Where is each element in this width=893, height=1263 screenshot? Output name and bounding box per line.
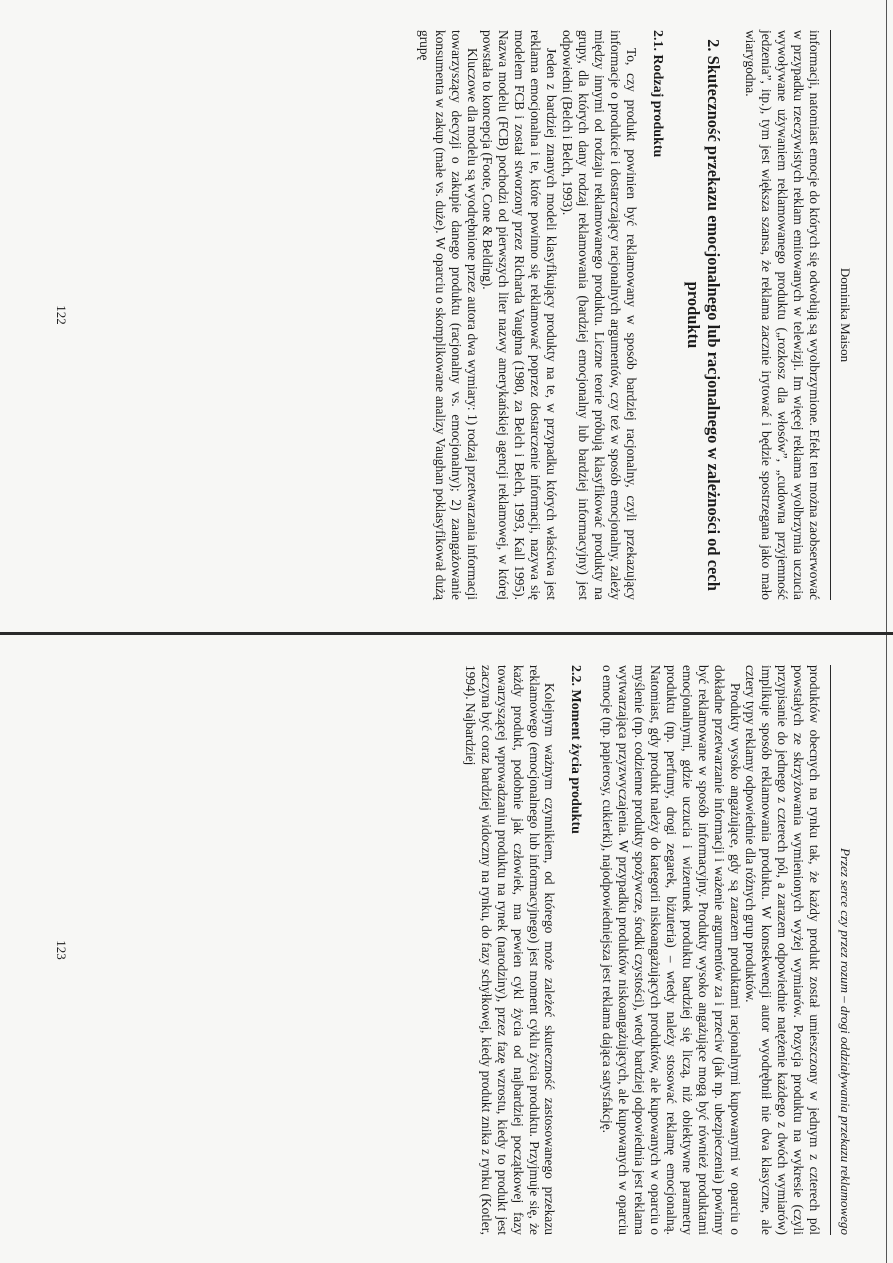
page-left [53, 20, 853, 610]
paragraph-model-fcb: Jeden z bardziej znanych modeli klasyfikujący produkty na te, w przypadku których właściwa jest reklama emocjonalna i te, które powinno się reklamować poprzez dostarczenie informacji, nazywa się modelem FCB i został stworzony przez Richarda Vaughna (1980, za Belch i Belch, 1993, Kall 1995). Nazwa modelu (FCB) pochodzi od pierwszych liter nazwy amerykańskiej agencji reklamowej, w której powstała to koncepcja (Foote, Cone & Belding). [480, 30, 560, 600]
paragraph-intro-left: informacji, natomiast emocje do których się odwołują są wyolbrzymione. Efekt ten można zaobserwować w przypadku rzeczywistych reklam emitowanych w telewizji. Im więcej reklama wyolbrzymia uczucia wywoływane używaniem reklamowanego produktu („rozkosz dla włosów”, „cudowna przyjemność jedzenia”, itp.), tym jest większa szansa, że reklama zacznie irytować i będzie spostrzegana jako mało wiarygodna. [743, 30, 823, 600]
paragraph-cykl-zycia: Kolejnym ważnym czynnikiem, od którego może zależeć skuteczność zastosowanego przekazu reklamowego (emocjonalnego lub informacyjnego) jest moment cyklu życia produktu. Przyjmuje się, że każdy produkt, podobnie jak człowiek, ma pewien cykl życia od najbardziej początkowej fazy towarzyszącej wprowadzaniu produktu na rynek (narodziny), przez fazę wzrostu, kiedy to produkt jest zaczyna być coraz bardziej widoczny na rynku, do fazy schyłkowej, kiedy produkt znika z rynku (Kotler, 1994). Najbardziej [462, 665, 558, 1235]
paragraph-rodzaj-produktu: To, czy produkt powinien być reklamowany w sposób bardziej racjonalny, czyli przekazujący informacje o produkcie i dostarczający racjonalnych argumentów, czy też w sposób emocjonalny, zależy między innymi od rodzaju reklamowanego produktu. Liczne teorie próbują klasyfikować produkty na grupy, dla których dany rodzaj reklamowania (bardziej emocjonalny lub bardziej informacyjny) jest odpowiedni (Belch i Belch, 1993). [560, 30, 639, 600]
page-number-left: 122 [53, 305, 69, 325]
paragraph-produkty-angazujace: Produkty wysoko angażujące, gdy są zarazem produktami racjonalnymi kupowanymi w oparciu o dokładne przetwarzanie informacji i ważenie argumentów za i przeciw (jak np. ubezpieczenia) powinny być reklamowane w sposób informacyjny. Produkty wysoko angażujące mogą być również produktami emocjonalnymi, gdzie uczucia i wizerunek produktu bardziej się liczą, niż obiektywne parametry produktu (np. perfumy, drogi zegarek, biżuteria) – wtedy należy stosować reklamę emocjonalną. Natomiast, gdy produkt należy do kategorii niskoangażujących produktów, ale kupowanych w oparciu o myślenie (np. codzienne produkty spożywcze, środki czystości), wtedy bardziej odpowiednia jest reklama wytwarzająca przyzwyczajenia. W przypadku produktów niskoangażujących, ale kupowanych w oparciu o emocje (np. papierosy, cukierki), najodpowiedniejsza jest reklama dająca satysfakcję. [600, 665, 743, 1235]
paragraph-kluczowe-wymiary: Kluczowe dla modelu są wyodrębnione przez autora dwa wymiary: 1) rodzaj przetwarzania informacji towarzyszący decyzji o zakupie danego produktu (racjonalny vs. emocjonalny); 2) zaangażowanie konsumenta w zakup (małe vs. duże). W oparciu o skomplikowane analizy Vaughan poklasyfikował dużą grupę [416, 30, 480, 600]
page-right [53, 655, 853, 1245]
section-heading-2-1: 2.1. Rodzaj produktu [649, 30, 665, 158]
running-head-left: Dominika Maison [830, 30, 853, 600]
running-head-right: Przez serce czy przez rozum – drogi oddziaływania przekazu reklamowego [830, 665, 853, 1235]
paragraph-intro-right: produktów obecnych na rynku tak, że każdy produkt został umieszczony w jednym z czterech pól powstałych ze skrzyżowania wymienionych wyżej wymiarów. Pozycja produktu na wykresie (czyli przypisanie do jednego z czterech pól, a zarazem odpowiednie natężenie każdego z dwóch wymiarów) implikuje sposób reklamowania produktu. W konsekwencji autor wyodrębnił nie dwa klasyczne, ale cztery typy reklamy odpowiednie dla różnych grup produktów. [743, 665, 823, 1235]
chapter-heading: 2. Skuteczność przekazu emocjonalnego lub racjonalnego w zależności od cech produktu [683, 39, 723, 591]
page-number-right: 123 [53, 940, 69, 960]
gutter-shadow [0, 632, 893, 635]
section-heading-2-2: 2.2. Moment życia produktu [568, 665, 584, 834]
